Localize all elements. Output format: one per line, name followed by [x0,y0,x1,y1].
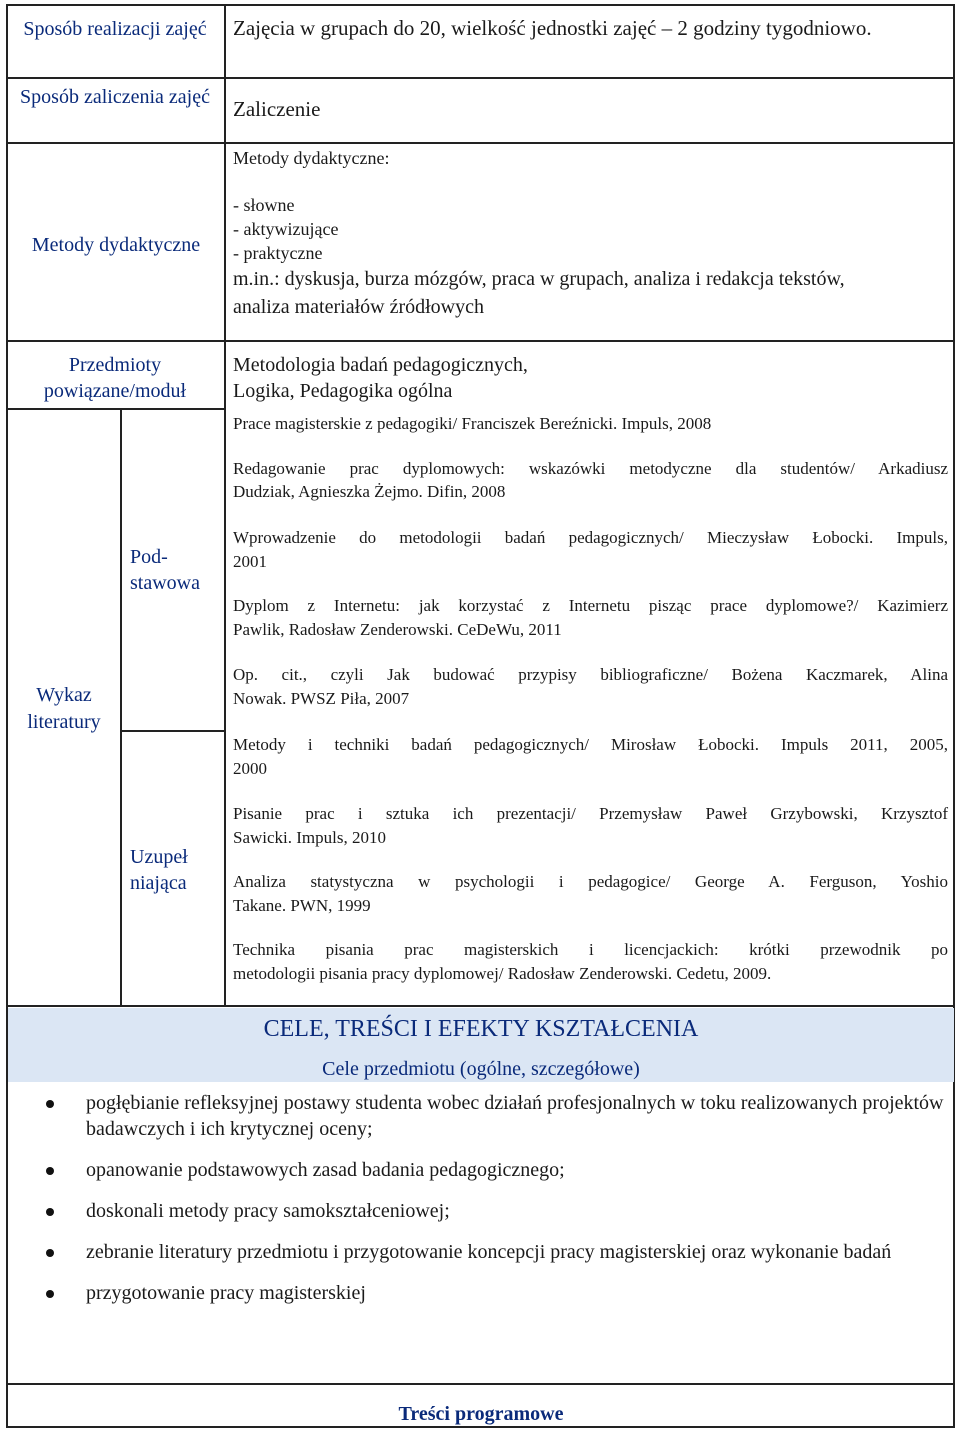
lit-basic-2a: Redagowanie prac dyplomowych: wskazówki metodyczne dla studentów/ Arkadiusz [233,459,948,478]
zaliczenie-content: Zaliczenie [233,97,321,121]
row-divider-1 [6,77,955,79]
przedmioty-line-2: Logika, Pedagogika ogólna [233,380,453,402]
label-wykaz-literatury: Wykaz literatury [27,684,101,733]
goal-item [46,1090,946,1142]
label-uzupelniajaca-1: Uzupeł [130,846,188,868]
bullet-icon [46,1208,54,1216]
goal-item [46,1157,946,1183]
lit-supp-4a: Technika pisania prac magisterskich i licencjackich: krótki przewodnik po [233,940,948,959]
przedmioty-line-1: Metodologia badań pedagogicznych, [233,354,528,376]
section-title: CELE, TREŚCI I EFEKTY KSZTAŁCENIA [263,1016,699,1042]
row-divider-4 [6,408,226,410]
goal-item [46,1198,946,1224]
literature-subcolumn-divider [120,408,122,1006]
lit-basic-5a: Op. cit., czyli Jak budować przypisy bibliograficzne/ Bożena Kaczmarek, Alina [233,665,948,684]
lit-supp-1a: Metody i techniki badań pedagogicznych/ Mirosław Łobocki. Impuls 2011, 2005, [233,735,948,754]
table-border-right [953,4,955,1428]
goal-text: doskonali metody pracy samokształceniowej; [86,1200,450,1222]
goals-bottom-divider [6,1383,955,1385]
section-subtitle: Cele przedmiotu (ogólne, szczegółowe) [322,1058,640,1080]
bullet-icon [46,1290,54,1298]
goals-list [46,1090,946,1306]
row-divider-2 [6,142,955,144]
table-border-left [6,4,8,1428]
lit-basic-1: Prace magisterskie z pedagogiki/ Franciszek Bereźnicki. Impuls, 2008 [233,414,712,433]
tresci-programowe-title: Treści programowe [398,1403,564,1425]
goal-text: opanowanie podstawowych zasad badania pedagogicznego; [86,1159,565,1181]
bullet-icon [46,1100,54,1108]
lit-basic-4b: Pawlik, Radosław Zenderowski. CeDeWu, 2011 [233,620,562,639]
realizacja-content: Zajęcia w grupach do 20, wielkość jednostki zajęć – 2 godziny tygodniowo. [233,16,872,40]
lit-supp-1b: 2000 [233,759,267,778]
goal-item [46,1280,946,1306]
row-divider-5 [6,1005,955,1007]
lit-basic-2b: Dudziak, Agnieszka Żejmo. Difin, 2008 [233,482,506,501]
literature-subrow-divider [120,730,226,732]
metody-item-1: - słowne [233,195,295,215]
table-border-top [6,4,955,6]
label-column-divider [224,4,226,1006]
lit-supp-2b: Sawicki. Impuls, 2010 [233,828,386,847]
row-divider-3 [6,340,955,342]
metody-note-line-1: m.in.: dyskusja, burza mózgów, praca w grupach, analiza i redakcja tekstów, [233,268,845,290]
lit-basic-4a: Dyplom z Internetu: jak korzystać z Internetu pisząc prace dyplomowe?/ Kazimierz [233,596,948,615]
lit-supp-4b: metodologii pisania pracy dyplomowej/ Radosław Zenderowski. Cedetu, 2009. [233,964,772,983]
metody-header: Metody dydaktyczne: [233,148,390,168]
lit-supp-3a: Analiza statystyczna w psychologii i pedagogice/ George A. Ferguson, Yoshio [233,872,948,891]
label-zaliczenie: Sposób zaliczenia zajęć [20,86,210,108]
label-podstawowa-1: Pod- [130,546,168,568]
lit-supp-3b: Takane. PWN, 1999 [233,896,371,915]
lit-supp-2a: Pisanie prac i sztuka ich prezentacji/ Przemysław Paweł Grzybowski, Krzysztof [233,804,948,823]
lit-basic-3b: 2001 [233,552,267,571]
goal-text: pogłębianie refleksyjnej postawy studenta wobec działań profesjonalnych w toku realizowanych projektów badawczych i ich krytycznej oceny; [86,1092,944,1140]
metody-item-2: - aktywizujące [233,219,339,239]
bullet-icon [46,1167,54,1175]
label-realizacja: Sposób realizacji zajęć [23,18,207,40]
metody-item-3: - praktyczne [233,243,323,263]
label-metody: Metody dydaktyczne [31,234,201,256]
goal-text: przygotowanie pracy magisterskiej [86,1282,366,1304]
lit-basic-5b: Nowak. PWSZ Piła, 2007 [233,689,410,708]
metody-note-line-2: analiza materiałów źródłowych [233,296,484,318]
label-uzupelniajaca-2: niająca [130,872,187,894]
label-przedmioty: Przedmioty powiązane/moduł [43,354,187,402]
lit-basic-3a: Wprowadzenie do metodologii badań pedagogicznych/ Mieczysław Łobocki. Impuls, [233,528,948,547]
goal-text: zebranie literatury przedmiotu i przygotowanie koncepcji pracy magisterskiej oraz wykonanie badań [86,1241,892,1263]
goal-item [46,1239,946,1265]
bullet-icon [46,1249,54,1257]
label-podstawowa-2: stawowa [130,572,200,594]
